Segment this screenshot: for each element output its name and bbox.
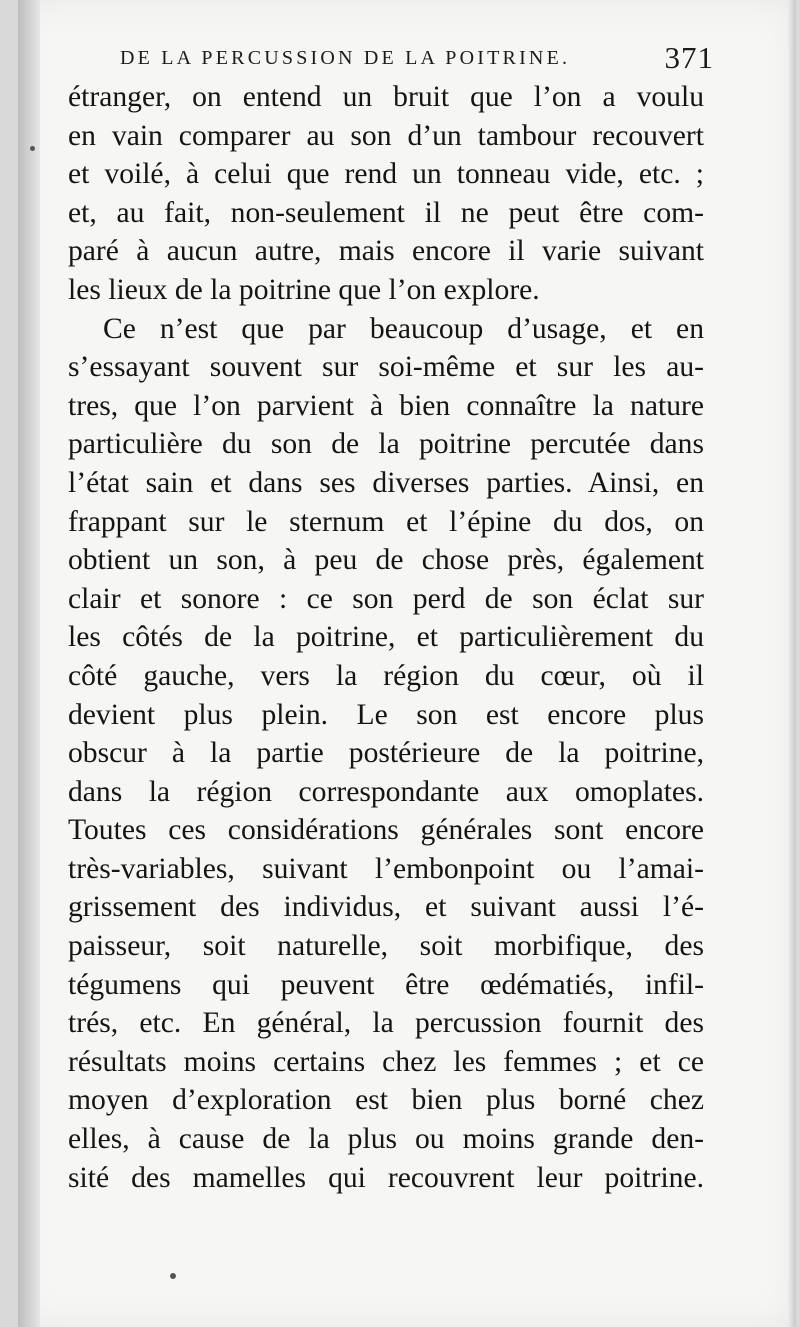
text-line: paré à aucun autre, mais encore il varie suivant [68,235,704,268]
page-gutter [18,0,40,1327]
text-line: côté gauche, vers la région du cœur, où il [68,659,704,692]
text-line: les côtés de la poitrine, et particulièrement du [68,621,704,654]
ink-speck [30,146,35,151]
running-head [105,42,717,82]
paragraph-percussion [68,310,704,1198]
text-line: sité des mamelles qui recouvrent leur poitrine. [68,1161,704,1194]
text-line: dans la région correspondante aux omoplates. [68,775,704,808]
text-line: elles, à cause de la plus ou moins grande den- [68,1123,704,1156]
text-line: en vain comparer au son d’un tambour recouvert [68,119,704,152]
text-line: et voilé, à celui que rend un tonneau vide, etc. ; [68,158,704,191]
ink-speck [170,1273,176,1279]
book-page [18,0,796,1327]
text-line: s’essayant souvent sur soi-même et sur les au- [68,351,704,384]
text-line: l’état sain et dans ses diverses parties. Ainsi, en [68,466,704,499]
text-line: Toutes ces considérations générales sont encore [68,814,704,847]
running-title: DE LA PERCUSSION DE LA POITRINE. [120,47,571,69]
text-line: Ce n’est que par beaucoup d’usage, et en [103,312,704,345]
page-number: 371 [664,40,714,75]
text-line: devient plus plein. Le son est encore plus [68,698,704,731]
text-line: frappant sur le sternum et l’épine du dos, on [68,505,704,538]
text-line: clair et sonore : ce son perd de son éclat sur [68,582,704,615]
text-line: moyen d’exploration est bien plus borné chez [68,1084,704,1117]
text-line: tres, que l’on parvient à bien connaître la nature [68,389,704,422]
text-line: résultats moins certains chez les femmes ; et ce [68,1045,704,1078]
text-line: obscur à la partie postérieure de la poitrine, [68,737,704,770]
text-line: étranger, on entend un bruit que l’on a voulu [68,81,704,113]
body-text [68,78,704,1197]
page-edge [788,0,796,1327]
text-line: grissement des individus, et suivant aussi l’é- [68,891,704,924]
text-line: particulière du son de la poitrine percutée dans [68,428,704,461]
text-line: trés, etc. En général, la percussion fournit des [68,1007,704,1040]
text-line: paisseur, soit naturelle, soit morbifique, des [68,930,704,963]
text-line: tégumens qui peuvent être œdématiés, infil- [68,968,704,1001]
text-line: obtient un son, à peu de chose près, également [68,544,704,577]
text-line: très-variables, suivant l’embonpoint ou l’amai- [68,852,704,885]
text-line: et, au fait, non-seulement il ne peut être com- [68,196,704,229]
paragraph-continued [68,78,704,310]
text-line: les lieux de la poitrine que l’on explore. [68,273,540,306]
